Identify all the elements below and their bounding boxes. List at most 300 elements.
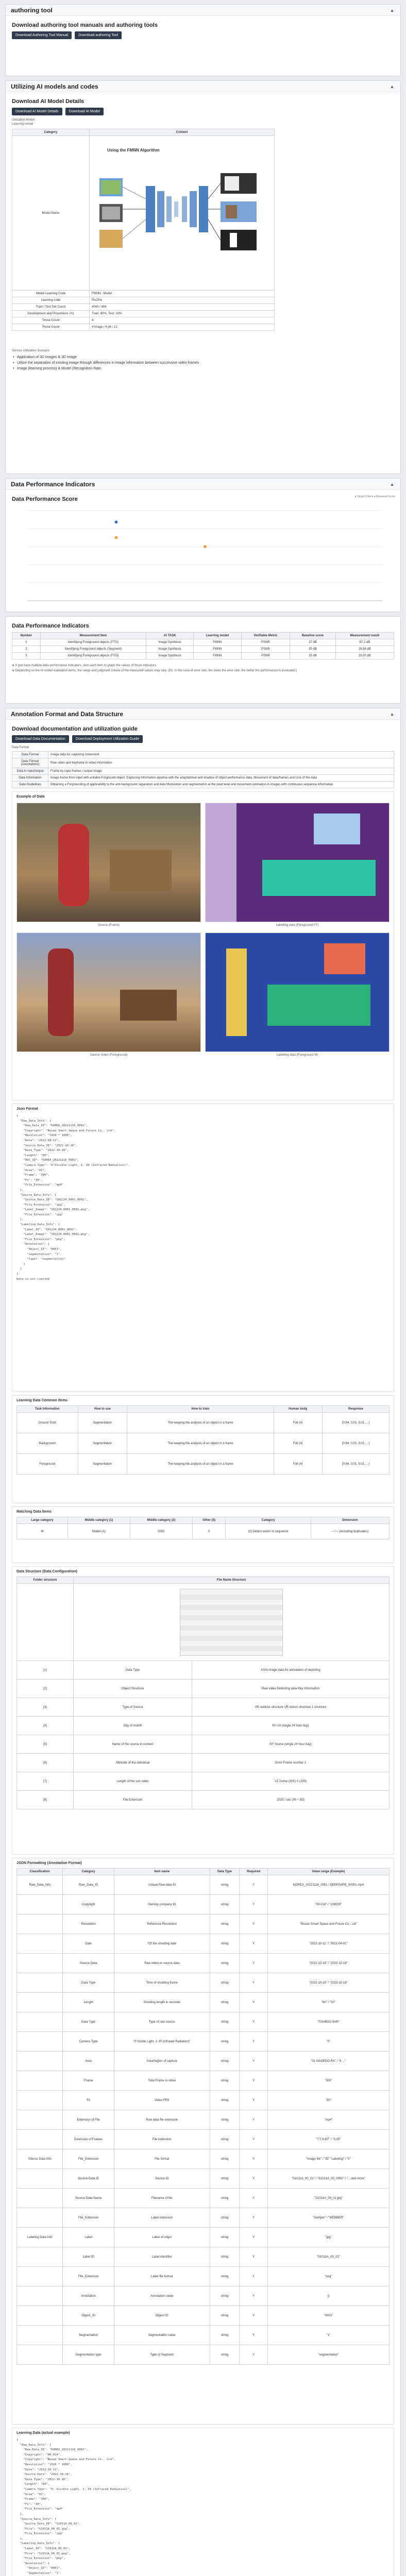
table-row	[17, 1993, 390, 2012]
stats-th: Large category	[17, 1517, 68, 1524]
js-td: Source Data	[63, 1954, 114, 1973]
js-td: Y	[240, 2032, 267, 2052]
table-row	[17, 1717, 390, 1735]
performance-score-section	[5, 478, 401, 612]
stats-td: Model (A)	[67, 1524, 130, 1539]
json-structure-title: JSON Formatting (Annotation Format)	[16, 1861, 82, 1865]
ai-model-details-subtitle: Download AI Model Details	[12, 98, 84, 105]
js-td: "300"	[267, 2071, 389, 2091]
js-td: string	[210, 2091, 240, 2110]
js-td: Raw_Data_ID	[63, 1875, 114, 1895]
js-td: File_Extension	[63, 2149, 114, 2169]
cls-th: Response	[323, 1406, 390, 1413]
js-td: "S1011A_00_01"	[267, 2247, 389, 2267]
js-td: Date	[63, 1934, 114, 1954]
js-td: "mp4"	[267, 2110, 389, 2130]
stats-th: Category	[226, 1517, 311, 1524]
perf-th: AI TASK	[146, 633, 194, 639]
table-row	[17, 1954, 390, 1973]
struct-value: VZ Dome (20K) 0 (200)	[192, 1772, 390, 1791]
js-td: string	[210, 2032, 240, 2052]
js-td: Fs	[63, 2091, 114, 2110]
js-td	[17, 1993, 63, 2012]
json-format-code: { "Raw_Data_Info": { "Raw_Data_ID": "KOREA_20221116_0001", "Copyright": "Busan Smart Space and Future Co., Ltd", "Resolution": "1920 * 1080", "Date": "2022-10-11", "Source Data_ID": "2022-10-16", "Data_Type": "2022-10-16", "Length": "60", "DOC_ID": "KOREA_20221116_0001", "Camera Type": "0:Visible Light, 1: IR (Infrared Radiation)", "Area": "01", "Frame": "300", "Fs": "30", "File_Extension": "mp4" }, "Source_Data_Info": { "Source_Data_ID": "S01234_0001_0001", "File_Extension": "jpg", "Label_Image": "S01234_0001_0001.png", "File_Extension": "jpg" }, "Labeling_Data_Info": { "Label_ID": "S01234_0001_0001", "Label_Image": "S01234_0001_0001.png", "File_Extension": "png", "Annotation": { "Object_ID": "0001", "segmentation": "1", "type": "segmentation" } } } Data is not limited	[16, 1114, 129, 1281]
ai-models-header[interactable]	[6, 81, 400, 92]
js-td: Area	[63, 2052, 114, 2071]
js-td: Y	[240, 1895, 267, 1914]
cls-td: [0:84, 0:01, 0:01, ...]	[323, 1454, 390, 1475]
annotation-header[interactable]	[6, 708, 400, 720]
table-row	[17, 2208, 390, 2228]
js-td: string	[210, 2326, 240, 2345]
js-td	[17, 1895, 63, 1914]
stats-th: Middle category (2)	[130, 1517, 192, 1524]
js-td: Video FPS	[114, 2091, 210, 2110]
js-td: "0001"	[267, 2306, 389, 2326]
model-table-cell: 4	[90, 317, 275, 324]
js-td: Y	[240, 1993, 267, 2012]
format-val: Raw video and keyframe in video information	[48, 758, 394, 768]
table-row	[17, 1680, 390, 1698]
table-row	[17, 2110, 390, 2130]
js-td: File format	[114, 2149, 210, 2169]
js-td: Annotation	[63, 2286, 114, 2306]
image-caption: Labelling data (Foreground M)	[276, 1054, 318, 1057]
js-th: Value range (Example)	[267, 1869, 389, 1875]
js-td: Y	[240, 2169, 267, 2189]
download-ai-model-button[interactable]: Download AI Model	[65, 108, 104, 115]
js-td: Y	[240, 2228, 267, 2247]
file-name-diagram	[74, 1584, 390, 1661]
js-td: Data Type	[63, 2012, 114, 2032]
annotation-title: Annotation Format and Data Structure	[11, 710, 124, 718]
perf-td: PSNR	[241, 646, 290, 653]
model-table-cell: Pix2Pix	[90, 297, 275, 304]
stats-td: (2) Detect action in sequence	[226, 1524, 311, 1539]
cls-td: Ground Truth	[17, 1413, 78, 1433]
js-td: string	[210, 2228, 240, 2247]
js-td: "jpg"	[267, 2228, 389, 2247]
js-td	[17, 2247, 63, 2267]
table-row	[17, 2306, 390, 2326]
js-td	[17, 2267, 63, 2286]
table-row	[17, 2032, 390, 2052]
stats-td: M	[17, 1524, 68, 1539]
authoring-title: authoring tool	[11, 6, 53, 14]
performance-note: ※ Depending on the AI model evaluation items, the range and judgment criteria of the measured values may vary. (Ex. In the case of error rate, the lower the error rate, the better the performance is evaluated.)	[12, 669, 297, 672]
common-items-card	[12, 1395, 394, 1503]
ai-models-section	[5, 80, 401, 474]
struct-value: NY Scene (single 24 hour day)	[192, 1735, 390, 1754]
format-val: Frame by input frames / output image	[48, 768, 394, 775]
cls-th: Human body	[274, 1406, 322, 1413]
js-td: Length	[63, 1993, 114, 2012]
stats-td: 0002	[130, 1524, 192, 1539]
scenario-item: • Utilize the separation of existing image through differences in image information between successive video frames	[12, 360, 394, 366]
json-structure-table	[16, 1868, 390, 2365]
table-row	[17, 2169, 390, 2189]
js-td: {}	[267, 2286, 389, 2306]
chevron-up-icon[interactable]: ▲	[390, 711, 395, 717]
perf-td: 3	[12, 653, 41, 659]
table-row	[17, 1735, 390, 1754]
json-format-title: Json Format	[16, 1107, 39, 1111]
js-td: "30"	[267, 2091, 389, 2110]
js-td: Y	[240, 1914, 267, 1934]
format-key: Data Format	[12, 752, 48, 758]
js-td: Unique Raw data ID	[114, 1875, 210, 1895]
cls-td: [0:84, 0:01, 0:01, ...]	[323, 1433, 390, 1454]
data-structure-table	[16, 1577, 390, 1809]
table-row	[17, 2071, 390, 2091]
table-row	[17, 1698, 390, 1717]
js-td: Segmentation	[63, 2326, 114, 2345]
perf-td: 25 dB	[290, 646, 335, 653]
model-table-cell: 4 image / 4 ph / 12	[90, 324, 275, 331]
js-td: Object_ID	[63, 2306, 114, 2326]
js-td: string	[210, 2169, 240, 2189]
download-authoring-tool-button[interactable]: Download authoring Tool	[75, 31, 122, 39]
cls-td: Segmentation	[78, 1433, 127, 1454]
perf-th: Measurement result	[335, 633, 394, 639]
ai-models-title: Utilizing AI models and codes	[11, 82, 98, 90]
model-table-cell: Model Name	[12, 136, 90, 291]
js-td	[17, 2012, 63, 2032]
js-td: string	[210, 1934, 240, 1954]
performance-indicators-section	[5, 616, 401, 704]
cls-td: The keeping the analysis of an object in a frame	[127, 1433, 274, 1454]
js-td	[17, 2189, 63, 2208]
struct-desc: Attribute of the individual	[74, 1754, 192, 1772]
struct-value: 00~24 (single 24 hour day)	[192, 1717, 390, 1735]
model-table-cell: Development and Proportions (%)	[12, 311, 90, 317]
js-td: Y	[240, 2345, 267, 2365]
js-td: Type of Segment	[114, 2345, 210, 2365]
js-td: string	[210, 1914, 240, 1934]
js-td: "00-014" / "c00000"	[267, 1895, 389, 1914]
js-td: Y	[240, 2071, 267, 2091]
folder-structure-cell	[17, 1584, 74, 1661]
js-td: Y	[240, 2091, 267, 2110]
js-td: Y	[240, 1954, 267, 1973]
performance-note: ※ If you have multiple data performance indicators, click each item to graph the values of those indicators.	[12, 664, 157, 667]
perf-td: Image Synthesis	[146, 646, 194, 653]
stats-td: -- / -- (including duplicates)	[311, 1524, 389, 1539]
cls-td: Segmentation	[78, 1413, 127, 1433]
js-td: "0:Visible Light, 1: IR (Infrared Radiation)"	[114, 2032, 210, 2052]
performance-score-subtitle: Data Performance Score	[12, 496, 78, 502]
js-td: File extension	[114, 2130, 210, 2149]
table-row	[17, 1914, 390, 1934]
cls-td: The keeping the analysis of an object in a frame	[127, 1454, 274, 1475]
js-td: "Sample" / "WEBBER"	[267, 2208, 389, 2228]
perf-th: Measurement Item	[40, 633, 146, 639]
js-td: Y	[240, 2267, 267, 2286]
js-td	[17, 2326, 63, 2345]
json-structure-card	[12, 1858, 394, 2425]
js-td: Source Data Name	[63, 2189, 114, 2208]
format-key: Data Guidelines	[12, 782, 48, 788]
scenario-item: • Image (learning process) & Model (Recognition Rate	[12, 366, 394, 371]
perf-th: Number	[12, 633, 41, 639]
authoring-header[interactable]	[6, 5, 400, 16]
matching-items-title: Matching Data Items	[16, 1510, 52, 1514]
download-guide-button[interactable]: Download Deployment Utilization Guide	[72, 735, 143, 743]
table-row	[17, 2012, 390, 2032]
perf-td: 25.00 dB	[335, 653, 394, 659]
image-caption: Source (Frame)	[97, 924, 120, 927]
table-row	[17, 2149, 390, 2169]
perf-th: Learning model	[194, 633, 241, 639]
data-structure-card	[12, 1566, 394, 1855]
js-td: Segmentation value	[114, 2326, 210, 2345]
js-td	[17, 1954, 63, 1973]
model-table-cell: Train / Test Set Count	[12, 304, 90, 311]
js-th: Classification	[17, 1869, 63, 1875]
matching-items-table	[16, 1517, 390, 1539]
perf-td: FMNN	[194, 639, 241, 646]
js-td: string	[210, 2208, 240, 2228]
model-table-cell: Those Count	[12, 317, 90, 324]
js-td: string	[210, 2345, 240, 2365]
format-val: Image data for capturing movement	[48, 752, 394, 758]
performance-scatter-chart	[12, 505, 393, 608]
performance-header[interactable]	[6, 479, 400, 490]
js-td	[17, 2071, 63, 2091]
js-td: string	[210, 1875, 240, 1895]
perf-td: PSNR	[241, 639, 290, 646]
js-td: "2022-10-11" / "2021-04-01"	[267, 1934, 389, 1954]
download-ai-model-details-button[interactable]: Download AI Model Details	[12, 108, 62, 115]
js-td: Raw data file extension	[114, 2110, 210, 2130]
table-row	[17, 1875, 390, 1895]
model-table-header-content: Content	[90, 129, 275, 136]
struct-index: [6]	[17, 1754, 74, 1772]
learning-example-code: { "Raw_Data_Info": { "Raw_Data_ID": "KOREA_20221116_0001", "Copyright": "00-014", "Copyright": "Busan Smart Space and Future Co., Ltd", "Resolution": "1920 * 1080", "Date": "2022-10-11", "Source Data": "2022-10-16", "Data Type": "2022-10-16", "Length": "60", "Camera Type": "0: Visible Light, 1: IR (Infrared Radiation)", "Area": "01", "Frame": "300", "Fs": "30", "File_Extension": "mp4" }, "Source_Data_Info": { "Source_Data_ID": "S1011A_00_01", "File": "S1011A_00_01.jpg", "File_Extension": "jpg" }, "Labeling_Data_Info": { "Label_ID": "S1011A_00_01", "File": "S1011A_00_01.png", "File_Extension": "png", "Annotation": { "Object_ID": "0001", "Segmentation": "1",	[16, 2438, 131, 2575]
js-td: Y	[240, 2130, 267, 2149]
js-td: Label identifier	[114, 2247, 210, 2267]
table-row	[17, 2130, 390, 2149]
js-td: Raw video or source data	[114, 1954, 210, 1973]
js-td: "segmentation"	[267, 2345, 389, 2365]
model-table-cell: FMNN - Model	[90, 291, 275, 297]
label-foreground-image	[205, 803, 390, 922]
js-td	[17, 2169, 63, 2189]
js-td	[17, 1973, 63, 1993]
js-td: string	[210, 2286, 240, 2306]
js-td: Owning company ID	[114, 1895, 210, 1914]
js-td: Object ID	[114, 2306, 210, 2326]
js-td	[17, 2052, 63, 2071]
annotation-section	[5, 708, 401, 2576]
js-th: Required	[240, 1869, 267, 1875]
table-row	[17, 2189, 390, 2208]
model-architecture-diagram	[97, 158, 267, 261]
table-row	[17, 2247, 390, 2267]
js-td: Frame	[63, 2071, 114, 2091]
js-td: string	[210, 1895, 240, 1914]
js-td: Y	[240, 2326, 267, 2345]
table-row[interactable]	[12, 646, 394, 653]
perf-td: PSNR	[241, 653, 290, 659]
js-td: Y	[240, 2149, 267, 2169]
cls-td: Foreground	[17, 1454, 78, 1475]
js-td: Y	[240, 2208, 267, 2228]
js-td: Y	[240, 1875, 267, 1895]
perf-td: 1	[12, 639, 41, 646]
format-key: Data Information	[12, 775, 48, 782]
cls-th: How to train	[127, 1406, 274, 1413]
js-td	[17, 2130, 63, 2149]
struct-desc: File Extension	[74, 1791, 192, 1809]
struct-th: File Name Structure	[74, 1577, 390, 1584]
model-table-cell: Train: 90%, Test: 10%	[90, 311, 275, 317]
struct-desc: Name of the source in context	[74, 1735, 192, 1754]
js-td: Label ID	[63, 2247, 114, 2267]
js-td: Raw_Data_Info	[17, 1875, 63, 1895]
table-row	[17, 2052, 390, 2071]
cls-td: [0:84, 0:01, 0:01, ...]	[323, 1413, 390, 1433]
js-td	[17, 2208, 63, 2228]
js-td: Source ID	[114, 2169, 210, 2189]
data-point[interactable]	[204, 545, 207, 548]
js-td: File_Extension	[63, 2208, 114, 2228]
table-row	[17, 2228, 390, 2247]
perf-td: 27 dB	[290, 639, 335, 646]
js-td: Extension of Frames	[63, 2130, 114, 2149]
table-row	[17, 1661, 390, 1680]
js-td: "png"	[267, 2267, 389, 2286]
image-caption: Labelling data (Foreground FT)	[276, 924, 319, 927]
js-td	[17, 2345, 63, 2365]
js-td: "Image file" / "ID" "Labeling" / "0"	[267, 2149, 389, 2169]
js-td: string	[210, 2149, 240, 2169]
js-td: "TGHBVG 5HR"	[267, 2012, 389, 2032]
chevron-up-icon[interactable]: ▲	[390, 7, 395, 13]
authoring-subtitle: Download authoring tool manuals and authoring tools	[12, 22, 158, 28]
chart-legend: ● Target Criteria ● Measured Score	[354, 495, 395, 498]
perf-td: Identifying Foreground objects (Segment)	[40, 646, 146, 653]
struct-index: [8]	[17, 1791, 74, 1809]
perf-td: FMNN	[194, 646, 241, 653]
download-data-doc-button[interactable]: Download Data Documentation	[12, 735, 69, 743]
struct-value: Raw video Detecting data Key Information	[192, 1680, 390, 1698]
struct-index: [2]	[17, 1680, 74, 1698]
js-td: Y	[240, 1973, 267, 1993]
table-row	[17, 1791, 390, 1809]
js-td: Y	[240, 2189, 267, 2208]
perf-td: 87.2 dB	[335, 639, 394, 646]
js-td: Type of raw source	[114, 2012, 210, 2032]
cls-td: Full (4)	[274, 1454, 322, 1475]
data-point[interactable]	[115, 520, 118, 523]
data-point[interactable]	[115, 536, 118, 539]
model-table-cell: Learning code	[12, 297, 90, 304]
js-td: string	[210, 1973, 240, 1993]
struct-index: [5]	[17, 1735, 74, 1754]
js-td: Camera Type	[63, 2032, 114, 2052]
js-td: string	[210, 2130, 240, 2149]
chevron-up-icon[interactable]: ▲	[390, 83, 395, 89]
js-td: Segmentation type	[63, 2345, 114, 2365]
js-td: Y	[240, 1934, 267, 1954]
js-td: "T.T.H.BT" / "0.00"	[267, 2130, 389, 2149]
model-table-cell: Model Learning Code	[12, 291, 90, 297]
struct-index: [4]	[17, 1717, 74, 1735]
examples-title: Example of Data	[16, 795, 45, 799]
label-mask-image	[205, 933, 390, 1052]
js-td: Time of shooting frame	[114, 1973, 210, 1993]
model-table-cell: Those Count	[12, 324, 90, 331]
table-row	[17, 1754, 390, 1772]
performance-title: Data Performance Indicators	[11, 480, 95, 488]
js-td: Extension of File	[63, 2110, 114, 2130]
perf-td: Image Synthesis	[146, 653, 194, 659]
matching-items-card	[12, 1506, 394, 1563]
struct-index: [3]	[17, 1698, 74, 1717]
js-td: "01 NAGEDO RA" / "6 ..."	[267, 2052, 389, 2071]
table-row	[17, 1895, 390, 1914]
table-row	[17, 2267, 390, 2286]
js-td: Area/region of capture	[114, 2052, 210, 2071]
js-td: Annotation value	[114, 2286, 210, 2306]
js-th: Data Type	[210, 1869, 240, 1875]
table-row	[17, 1973, 390, 1993]
js-td: Shooting length in seconds	[114, 1993, 210, 2012]
js-td: string	[210, 2052, 240, 2071]
js-td: Data Type	[63, 1973, 114, 1993]
cls-th: Task Information	[17, 1406, 78, 1413]
js-td: Total Frame in video	[114, 2071, 210, 2091]
js-td: Y	[240, 2012, 267, 2032]
struct-th: Folder structure	[17, 1577, 74, 1584]
table-row[interactable]	[12, 639, 394, 646]
format-key: Data Format (Annotations)	[12, 758, 48, 768]
table-row[interactable]	[12, 653, 394, 659]
data-format-label: Data Format	[12, 746, 29, 749]
cls-td: Full (4)	[274, 1433, 322, 1454]
source-frame-image	[16, 803, 201, 922]
js-td: Source Data Info	[17, 2149, 63, 2169]
struct-value: ASIA image data for annotation of depicting	[192, 1661, 390, 1680]
table-row	[17, 2326, 390, 2345]
stats-th: Dimension	[311, 1517, 389, 1524]
struct-desc: Type of Source	[74, 1698, 192, 1717]
source-video-image	[16, 933, 201, 1052]
struct-index: [7]	[17, 1772, 74, 1791]
model-info-table	[12, 129, 275, 331]
chevron-up-icon[interactable]: ▲	[390, 481, 395, 487]
js-td: KOREA_20221116_0001 / DEEPSAFE_00001.mp4	[267, 1875, 389, 1895]
perf-th: Verifiable Metric	[241, 633, 290, 639]
download-authoring-manual-button[interactable]: Download Authoring Tool Manual	[12, 31, 72, 39]
learning-example-card	[12, 2428, 394, 2576]
js-td	[17, 2110, 63, 2130]
cls-td: Background	[17, 1433, 78, 1454]
cls-td: Full (4)	[274, 1413, 322, 1433]
table-row	[17, 2091, 390, 2110]
js-td: string	[210, 2012, 240, 2032]
js-td: string	[210, 2267, 240, 2286]
js-td: "S1011A_00_01.jpg"	[267, 2189, 389, 2208]
authoring-section	[5, 4, 401, 76]
js-th: Category	[63, 1869, 114, 1875]
format-val: Obtaining a Forgrounding of applicability to the anti-background separation and data Modulation and segmentation at the pixel level and movement estimation in images with continuous sequence information	[48, 782, 394, 788]
js-td: Filename of file	[114, 2189, 210, 2208]
image-caption: Source Video (Foreground)	[90, 1054, 128, 1057]
js-td: File_Extension	[63, 2267, 114, 2286]
js-td: "2022-10-16" / "2022-10-16"	[267, 1954, 389, 1973]
